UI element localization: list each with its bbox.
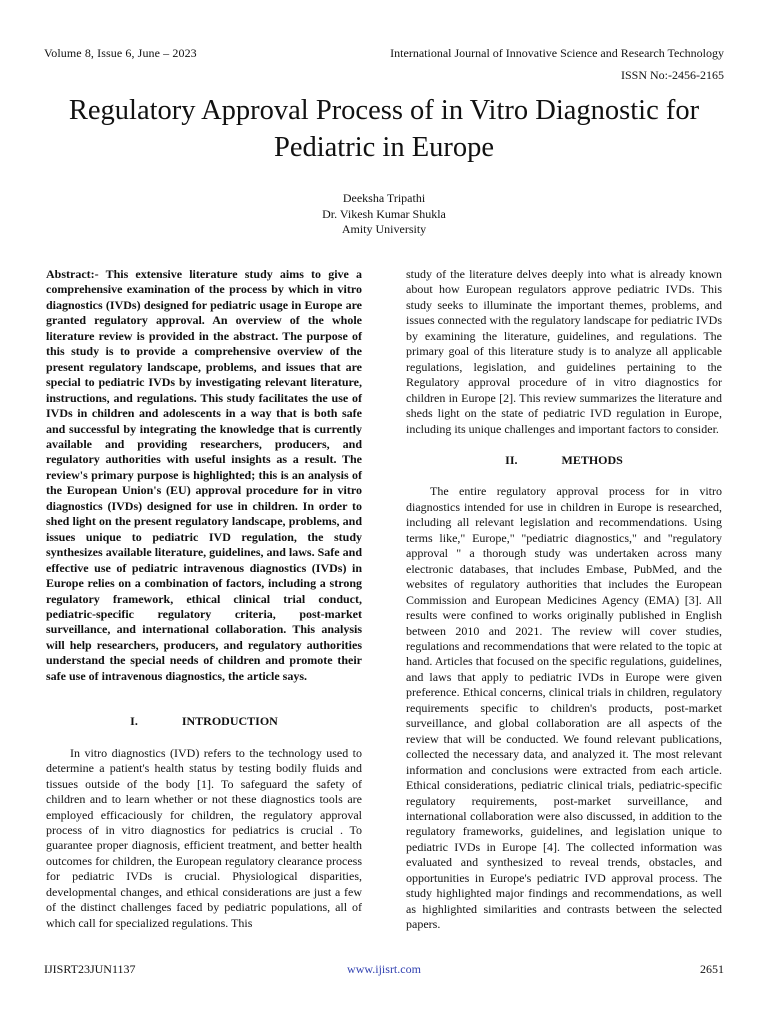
page-number: 2651 xyxy=(700,962,724,976)
author-affiliation: Amity University xyxy=(341,222,427,236)
section-number: II. xyxy=(505,452,518,467)
author-name: Deeksha Tripathi xyxy=(342,191,426,205)
issn-number: ISSN No:-2456-2165 xyxy=(620,68,724,82)
section-title: INTRODUCTION xyxy=(181,714,278,729)
author-name: Dr. Vikesh Kumar Shukla xyxy=(322,206,446,221)
left-column xyxy=(46,267,362,931)
journal-name: International Journal of Innovative Science and Research Technology xyxy=(390,46,724,60)
introduction-paragraph: In vitro diagnostics (IVD) refers to the technology used to determine a patient's health status by testing bodily fluids and tissues outside of the body [1]. To safeguard the safety of children and to learn whether or not these diagnostics tools are employed efficaciously for children, the regulatory approval process of in vitro diagnostics for pediatrics is crucial . To guarantee proper diagnosis, efficient treatment, and better health outcomes for children, the European regulatory clearance process for pediatric IVDs is crucial. Physiological disparities, developmental changes, and ethical considerations are just a few of the distinct challenges faced by pediatric populations, all of which call for specialized regulations. This xyxy=(46,745,362,930)
paper-title: Regulatory Approval Process of in Vitro Diagnostic for Pediatric in Europe xyxy=(68,95,700,163)
section-number: I. xyxy=(130,714,138,729)
section-heading-introduction xyxy=(46,714,362,729)
page-footer xyxy=(44,962,724,978)
journal-website-link[interactable]: www.ijisrt.com xyxy=(347,962,421,976)
abstract: Abstract:- This extensive literature study aims to give a comprehensive examination of the process by which in vitro diagnostics (IVDs) designed for pediatric usage in Europe are granted regulatory approval. An overview of the whole literature review is provided in the abstract. The purpose of this study is to provide a comprehensive overview of the present regulatory landscape, problems, and issues that are special to pediatric IVDs by investigating relevant literature, instructions, and regulations. This study facilitates the use of IVDs in children and adolescents in a way that is both safe and successful by integrating the knowledge that is currently available and providing researchers, producers, and regulatory authorities with useful insights as a result. The review's primary purpose is highlighted; this is an analysis of the European Union's (EU) approval procedure for in vitro diagnostics (IVDs) designed for use in children. In order to shed light on the present regulatory landscape, problems, and issues unique to pediatric IVD regulation, the study synthesizes available literature, guidelines, and laws. Safe and effective use of pediatric intravenous diagnostics (IVDs) in Europe relies on a combination of factors, including a strong regulatory framework, ethical clinical trial conduct, pediatric-specific regulatory criteria, post-market surveillance, and international collaboration. This analysis will help researchers, producers, and regulatory authorities understand the special needs of children and promote their safe use of intravenous diagnostics, the article says. xyxy=(46,267,362,683)
right-column xyxy=(406,267,722,933)
section-title: METHODS xyxy=(561,452,623,467)
introduction-paragraph-continued: study of the literature delves deeply into what is already known about how European regulators approve pediatric IVDs. This study seeks to illuminate the important themes, problems, and issues connected with the regulatory landscape for pediatric IVDs by examining the literature, guidelines, and regulations. The primary goal of this literature study is to analyze all applicable regulations, legislation, and guidelines pertaining to the Regulatory approval procedure of in vitro diagnostics for children in Europe [2]. This review summarizes the literature and sheds light on the state of pediatric IVD regulation in Europe, including its unique challenges and important factors to consider. xyxy=(406,267,722,436)
section-heading-methods xyxy=(406,453,722,468)
methods-paragraph: The entire regulatory approval process for in vitro diagnostics intended for use in children in Europe is researched, including all relevant legislation and recommendations. Using terms like," Europe," "pediatric diagnostics," and "regulatory approval " a thorough study was undertaken across many electronic databases, that includes Embase, PubMed, and the websites of regulatory authorities that includes the European Commission and European Medicines Agency (EMA) [3]. All results were confined to works originally published in English between 2010 and 2021. The review will cover studies, regulations and recommendations that were related to the topic at hand. Articles that focused on the specific regulations, guidelines, and laws that apply to pediatric IVDs in Europe were given preference. Ethical concerns, clinical trials in children, regulatory requirements specific to children's products, post-market surveillance, and global collaboration are all aspects of the review that will be conducted. We found relevant publications, collected the necessary data, and analyzed it. The most relevant information and conclusions were extracted from each article. Ethical considerations, pediatric clinical trials, pediatric-specific regulatory requirements, post-market surveillance, and international collaboration were also discussed, in addition to the regulatory frameworks, guidelines, and legislation unique to pediatric IVDs in Europe [4]. The collected information was evaluated and synthesized to reveal trends, obstacles, and opportunities in Europe's pediatric IVD approval process. The study highlighted major findings and recommendations, as well as highlighted similarities and contrasts between the selected papers. xyxy=(406,484,722,932)
volume-issue: Volume 8, Issue 6, June – 2023 xyxy=(44,46,197,60)
article-code: IJISRT23JUN1137 xyxy=(44,962,136,976)
author-block xyxy=(0,191,768,238)
